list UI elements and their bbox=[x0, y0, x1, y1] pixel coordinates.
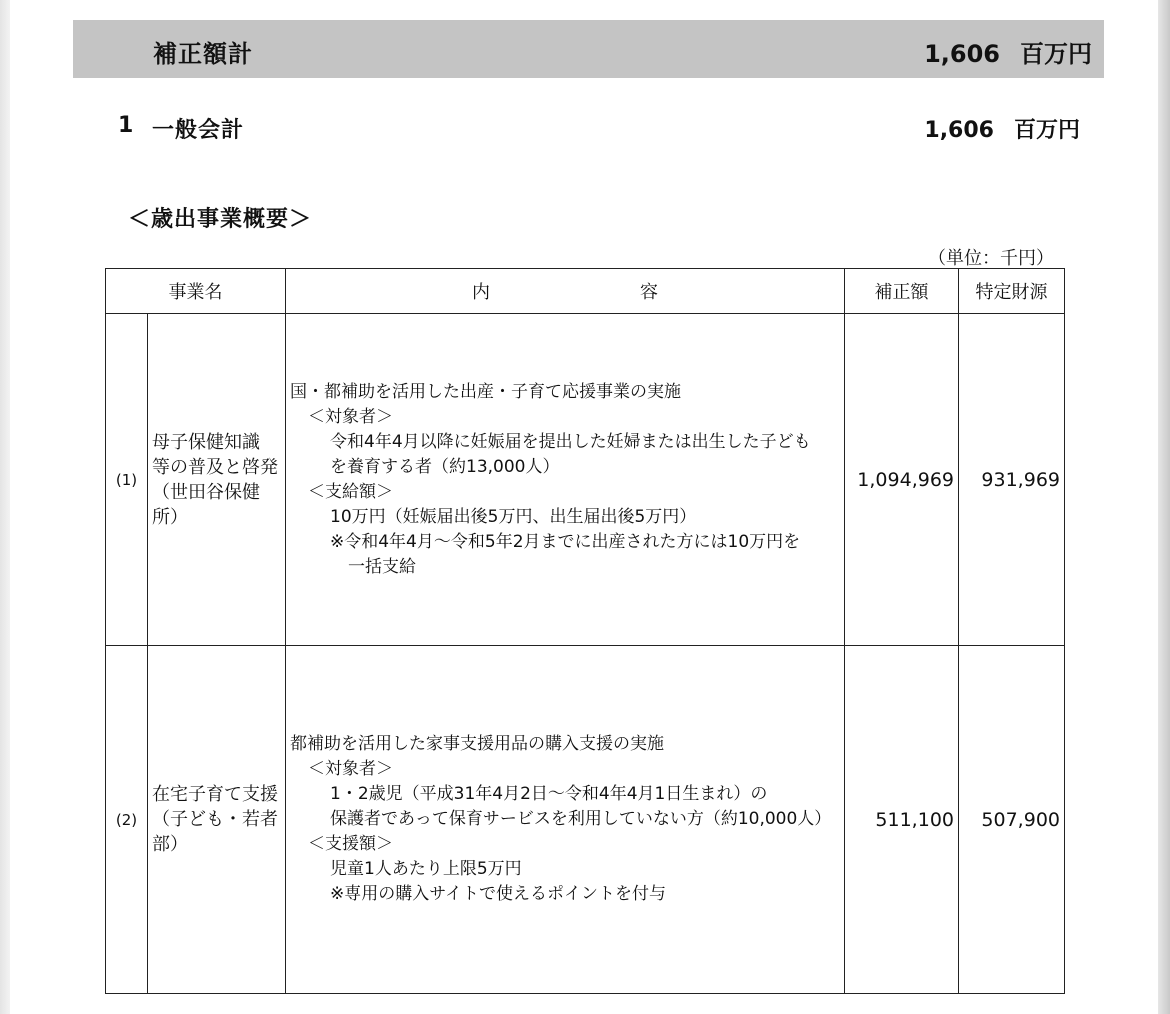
general-account-label: 一般会計 bbox=[152, 118, 245, 143]
total-amount-group bbox=[924, 34, 1092, 69]
content-line: 令和4年4月以降に妊娠届を提出した妊婦または出生した子ども bbox=[330, 431, 811, 452]
header-specific-revenue: 特定財源 bbox=[959, 269, 1065, 314]
page-edge-right bbox=[1158, 0, 1170, 1014]
specific-revenue-cell: 507,900 bbox=[959, 646, 1065, 994]
row-number: (2) bbox=[106, 646, 148, 994]
table-row bbox=[106, 646, 1065, 994]
general-account-number: 1 bbox=[118, 113, 134, 138]
amount-cell: 1,094,969 bbox=[845, 314, 959, 646]
content-line: 都補助を活用した家事支援用品の購入支援の実施 bbox=[290, 734, 664, 754]
content-line: ＜支援額＞ bbox=[308, 834, 393, 854]
project-name bbox=[148, 646, 286, 994]
project-name-line: 部） bbox=[152, 834, 188, 855]
table-header-row bbox=[106, 269, 1065, 314]
content-line: 1・2歳児（平成31年4月2日～令和4年4月1日生まれ）の bbox=[330, 784, 768, 804]
project-content bbox=[286, 314, 845, 646]
page-edge-left bbox=[0, 0, 10, 1014]
row-number: (1) bbox=[106, 314, 148, 646]
header-project-name: 事業名 bbox=[106, 269, 286, 314]
content-line: ＜支給額＞ bbox=[308, 481, 393, 502]
general-account-amount: 1,606 bbox=[924, 118, 994, 143]
content-line: 一括支給 bbox=[348, 556, 416, 577]
total-banner bbox=[73, 20, 1104, 78]
content-line: ＜対象者＞ bbox=[308, 759, 393, 779]
content-line: ※専用の購入サイトで使えるポイントを付与 bbox=[330, 884, 667, 904]
total-amount: 1,606 bbox=[924, 40, 1000, 68]
header-content-char-2: 容 bbox=[640, 282, 658, 303]
table-row bbox=[106, 314, 1065, 646]
total-unit: 百万円 bbox=[1020, 40, 1092, 68]
content-line: 児童1人あたり上限5万円 bbox=[330, 859, 522, 879]
content-line: を養育する者（約13,000人） bbox=[330, 456, 560, 477]
content-line: 10万円（妊娠届出後5万円、出生届出後5万円） bbox=[330, 506, 697, 527]
project-name-line: （世田谷保健 bbox=[152, 481, 260, 503]
project-name-line: 母子保健知識 bbox=[152, 431, 260, 453]
amount-cell: 511,100 bbox=[845, 646, 959, 994]
project-name-line: 等の普及と啓発 bbox=[152, 456, 278, 478]
content-line: ＜対象者＞ bbox=[308, 406, 393, 427]
general-account-unit: 百万円 bbox=[1013, 118, 1080, 143]
content-line: 国・都補助を活用した出産・子育て応援事業の実施 bbox=[290, 381, 681, 402]
project-name-line: 所） bbox=[152, 506, 188, 528]
expenditure-table bbox=[105, 268, 1065, 994]
header-amount: 補正額 bbox=[845, 269, 959, 314]
unit-note: （単位：千円） bbox=[928, 248, 1054, 269]
general-account-amount-group bbox=[924, 113, 1080, 144]
header-content bbox=[286, 269, 845, 314]
content-line: ※令和4年4月～令和5年2月までに出産された方には10万円を bbox=[330, 531, 801, 552]
project-name bbox=[148, 314, 286, 646]
specific-revenue-cell: 931,969 bbox=[959, 314, 1065, 646]
project-content bbox=[286, 646, 845, 994]
total-label: 補正額計 bbox=[153, 40, 253, 68]
header-content-char-1: 内 bbox=[472, 282, 490, 303]
general-account-row bbox=[118, 113, 1080, 143]
project-name-line: （子ども・若者 bbox=[152, 809, 278, 830]
section-title: ＜歳出事業概要＞ bbox=[128, 207, 313, 232]
content-line: 保護者であって保育サービスを利用していない方（約10,000人） bbox=[330, 809, 832, 829]
project-name-line: 在宅子育て支援 bbox=[152, 784, 278, 805]
